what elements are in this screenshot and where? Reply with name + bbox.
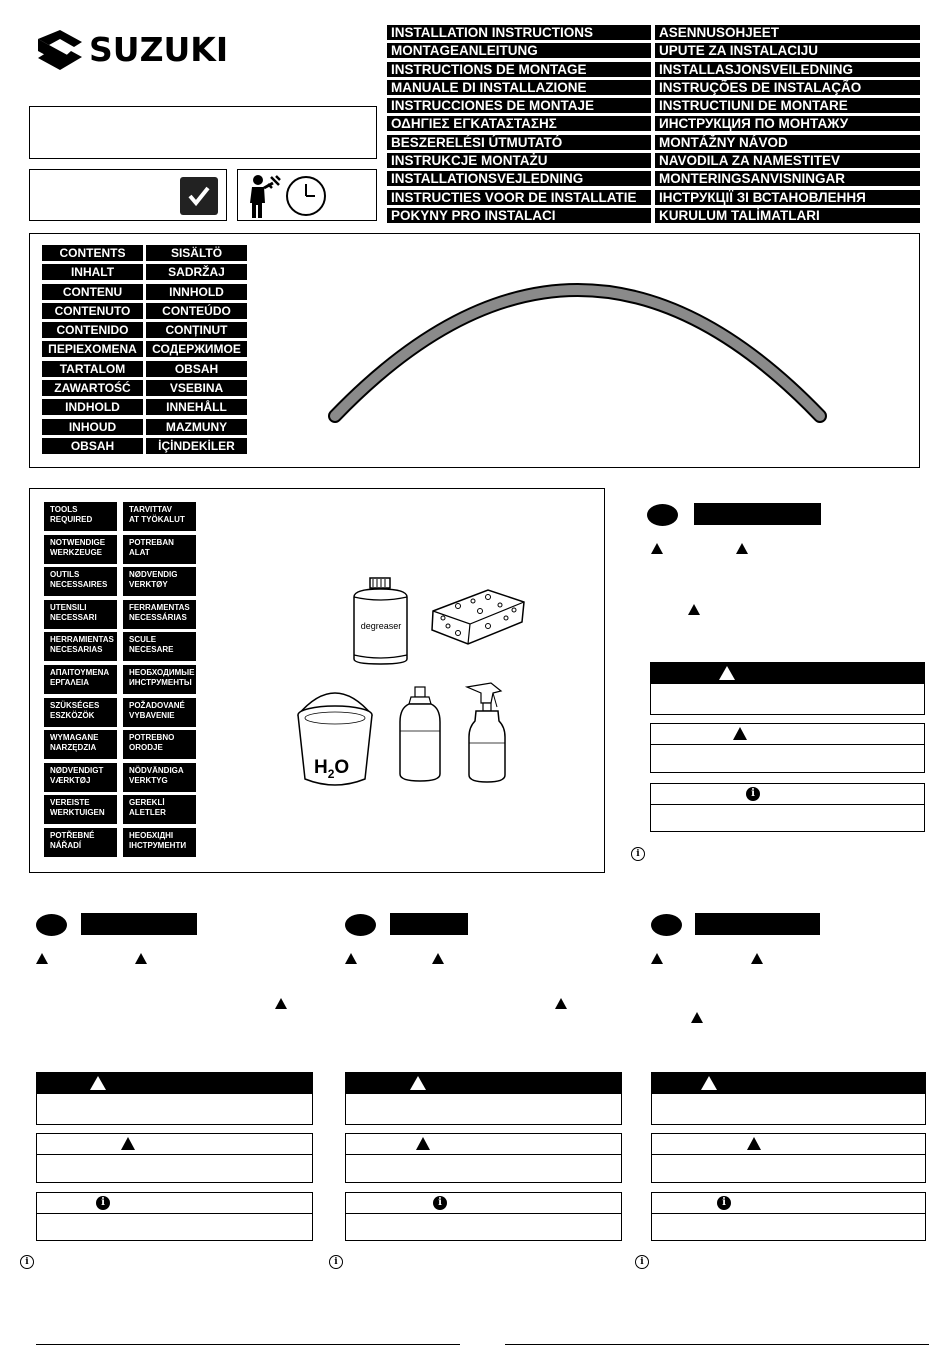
contents-label: CONȚINUT (146, 322, 247, 338)
step-number-circle (651, 914, 682, 936)
contents-label: INNEHÅLL (146, 399, 247, 415)
notice-header (346, 1193, 621, 1214)
step-block-4 (640, 913, 931, 1283)
warning-triangle-icon (36, 953, 48, 964)
contents-label: MAZMUNY (146, 419, 247, 435)
notice-box (345, 1192, 622, 1241)
title-item: INSTALLASJONSVEILEDNING (655, 62, 920, 77)
danger-box (650, 662, 925, 715)
contents-label: CONTENIDO (42, 322, 143, 338)
danger-header (37, 1073, 312, 1094)
danger-header (651, 663, 924, 684)
notice-header (652, 1193, 925, 1214)
tools-label: NOTWENDIGE WERKZEUGE (44, 535, 117, 564)
contents-panel (29, 233, 920, 468)
warning-triangle-icon (719, 666, 735, 680)
warning-header (37, 1134, 312, 1155)
degreaser-can (350, 577, 412, 665)
spray-bottle-icon (461, 681, 511, 783)
warning-triangle-icon (345, 953, 357, 964)
tools-labels-left (44, 502, 117, 861)
title-item: ИНСТРУКЦИЯ ПО МОНТАЖУ (655, 116, 920, 131)
footer-rule-right (505, 1344, 929, 1345)
info-icon: i (717, 1196, 731, 1210)
warning-triangle-icon (135, 953, 147, 964)
title-item: INSTRUKCJE MONTAŻU (387, 153, 651, 168)
warning-triangle-icon (90, 1076, 106, 1090)
warning-triangle-icon (691, 1012, 703, 1023)
water-o: O (334, 757, 350, 778)
title-item: ΟΔΗΓΙΕΣ ΕΓΚΑΤΑΣΤΑΣΗΣ (387, 116, 651, 131)
contents-labels-left (42, 245, 143, 457)
brand-name: SUZUKI (89, 30, 229, 69)
title-item: ASENNUSOHJEET (655, 25, 920, 40)
clock-icon (285, 175, 327, 217)
tools-label: VEREISTE WERKTUIGEN (44, 795, 117, 824)
info-note-icon: i (329, 1255, 343, 1269)
title-item: INSTALLATIONSVEJLEDNING (387, 171, 651, 186)
tools-label: TOOLS REQUIRED (44, 502, 117, 531)
tools-label: SCULE NECESARE (123, 632, 196, 661)
tools-label: POŽADOVANÉ VYBAVENIE (123, 698, 196, 727)
title-item: BESZERELÉSI ÚTMUTATÓ (387, 135, 651, 150)
title-item: ІНСТРУКЦІЇ ЗІ ВСТАНОВЛЕННЯ (655, 190, 920, 205)
danger-box (651, 1072, 926, 1125)
warning-triangle-icon (555, 998, 567, 1009)
warning-triangle-icon (736, 543, 748, 554)
title-list-right (655, 25, 920, 226)
warning-box (651, 1133, 926, 1183)
contents-label: SISÄLTÖ (146, 245, 247, 261)
contents-label: CONTENU (42, 284, 143, 300)
tools-label: POTREBNO ORODJE (123, 730, 196, 759)
title-item: INSTRUCTIONS DE MONTAGE (387, 62, 651, 77)
contents-label: OBSAH (42, 438, 143, 454)
danger-header (652, 1073, 925, 1094)
tools-label: HERRAMIENTAS NECESARIAS (44, 632, 117, 661)
warning-triangle-icon (701, 1076, 717, 1090)
tools-label: POTŘEBNÉ NÁŘADÍ (44, 828, 117, 857)
tools-label: NÖDVÄNDIGA VERKTYG (123, 763, 196, 792)
contents-label: INDHOLD (42, 399, 143, 415)
contents-label: OBSAH (146, 361, 247, 377)
title-item: INSTRUCTIES VOOR DE INSTALLATIE (387, 190, 651, 205)
tools-label: WYMAGANE NARZĘDZIA (44, 730, 117, 759)
step-title-bar (695, 913, 820, 935)
water-sub: 2 (327, 766, 335, 781)
contents-label: SADRŽAJ (146, 264, 247, 280)
warning-triangle-icon (751, 953, 763, 964)
tools-labels-right (123, 502, 196, 861)
danger-box (36, 1072, 313, 1125)
water-bucket (294, 687, 376, 789)
contents-label: INHOUD (42, 419, 143, 435)
time-box (237, 169, 377, 221)
warning-triangle-icon (410, 1076, 426, 1090)
contents-label: İÇİNDEKİLER (146, 438, 247, 454)
contents-label: ZAWARTOŚĆ (42, 380, 143, 396)
tools-label: НЕОБХІДНІ ІНСТРУМЕНТИ (123, 828, 196, 857)
title-item: POKYNY PRO INSTALACI (387, 208, 651, 223)
water-h: H (314, 757, 328, 778)
contents-label: СОДЕРЖИМОЕ (146, 341, 247, 357)
confirmation-box (29, 169, 227, 221)
contents-label: CONTEÚDO (146, 303, 247, 319)
warning-box (345, 1133, 622, 1183)
step-title-bar (81, 913, 197, 935)
title-item: MANUALE DI INSTALLAZIONE (387, 80, 651, 95)
tools-panel (29, 488, 605, 873)
contents-label: CONTENUTO (42, 303, 143, 319)
notice-header (37, 1193, 312, 1214)
title-item: NAVODILA ZA NAMESTITEV (655, 153, 920, 168)
tools-label: NØDVENDIG VERKTØY (123, 567, 196, 596)
detergent-bottle-icon (397, 686, 443, 782)
footer-rule-left (36, 1344, 460, 1345)
title-item: MONTERINGSANVISNINGAR (655, 171, 920, 186)
tools-label: ΑΠΑΙΤΟΥΜΕΝΑ ΕΡΓΑΛΕΙΑ (44, 665, 117, 694)
contents-label: INNHOLD (146, 284, 247, 300)
title-item: INSTRUCCIONES DE MONTAJE (387, 98, 651, 113)
suzuki-s-mark-icon (36, 30, 84, 70)
warning-triangle-icon (275, 998, 287, 1009)
warning-triangle-icon (747, 1137, 761, 1150)
wheel-arch-trim-part (320, 264, 840, 424)
title-item: MONTÁŽNY NÁVOD (655, 135, 920, 150)
step-block-2 (25, 913, 316, 1283)
title-list-left (387, 25, 651, 226)
step-block-1 (636, 502, 927, 872)
notice-box (651, 1192, 926, 1241)
warning-triangle-icon (416, 1137, 430, 1150)
title-item: INSTRUÇÕES DE INSTALAÇÃO (655, 80, 920, 95)
warning-triangle-icon (121, 1137, 135, 1150)
tools-label: OUTILS NECESSAIRES (44, 567, 117, 596)
warning-triangle-icon (733, 727, 747, 740)
tools-label: NØDVENDIGT VÆRKTØJ (44, 763, 117, 792)
suzuki-logo (36, 30, 266, 70)
notice-header (651, 784, 924, 805)
tools-label: POTREBAN ALAT (123, 535, 196, 564)
contents-label: INHALT (42, 264, 143, 280)
tools-label: FERRAMENTAS NECESSÁRIAS (123, 600, 196, 629)
title-item: MONTAGEANLEITUNG (387, 43, 651, 58)
title-item: KURULUM TALİMATLARI (655, 208, 920, 223)
step-number-circle (36, 914, 67, 936)
warning-header (652, 1134, 925, 1155)
info-note-icon: i (631, 847, 645, 861)
step-title-bar (694, 503, 821, 525)
contents-label: CONTENTS (42, 245, 143, 261)
contents-labels-right (146, 245, 247, 457)
check-icon (180, 177, 218, 215)
warning-triangle-icon (651, 543, 663, 554)
info-icon: i (433, 1196, 447, 1210)
title-item: INSTRUCTIUNI DE MONTARE (655, 98, 920, 113)
danger-header (346, 1073, 621, 1094)
installer-icon (243, 173, 283, 219)
water-formula (314, 757, 349, 781)
title-item: UPUTE ZA INSTALACIJU (655, 43, 920, 58)
warning-header (651, 724, 924, 745)
notice-box (650, 783, 925, 832)
warning-triangle-icon (432, 953, 444, 964)
warning-header (346, 1134, 621, 1155)
danger-box (345, 1072, 622, 1125)
info-note-icon: i (635, 1255, 649, 1269)
step-block-3 (334, 913, 625, 1283)
warning-box (650, 723, 925, 773)
contents-label: TARTALOM (42, 361, 143, 377)
step-title-bar (390, 913, 468, 935)
part-number-box (29, 106, 377, 159)
info-icon: i (746, 787, 760, 801)
warning-box (36, 1133, 313, 1183)
contents-label: VSEBINA (146, 380, 247, 396)
warning-triangle-icon (651, 953, 663, 964)
tools-label: SZÜKSÉGES ESZKÖZÖK (44, 698, 117, 727)
sponge-icon (428, 586, 528, 646)
warning-triangle-icon (688, 604, 700, 615)
degreaser-label: degreaser (360, 621, 402, 631)
step-number-circle (345, 914, 376, 936)
tools-label: GEREKLİ ALETLER (123, 795, 196, 824)
tools-label: TARVITTAV AT TYÖKALUT (123, 502, 196, 531)
notice-box (36, 1192, 313, 1241)
contents-label: ΠΕΡΙΕΧΟΜΕΝΑ (42, 341, 143, 357)
tools-label: НЕОБХОДИМЫЕ ИНСТРУМЕНТЫ (123, 665, 196, 694)
info-icon: i (96, 1196, 110, 1210)
tools-label: UTENSILI NECESSARI (44, 600, 117, 629)
info-note-icon: i (20, 1255, 34, 1269)
title-item: INSTALLATION INSTRUCTIONS (387, 25, 651, 40)
step-number-circle (647, 504, 678, 526)
